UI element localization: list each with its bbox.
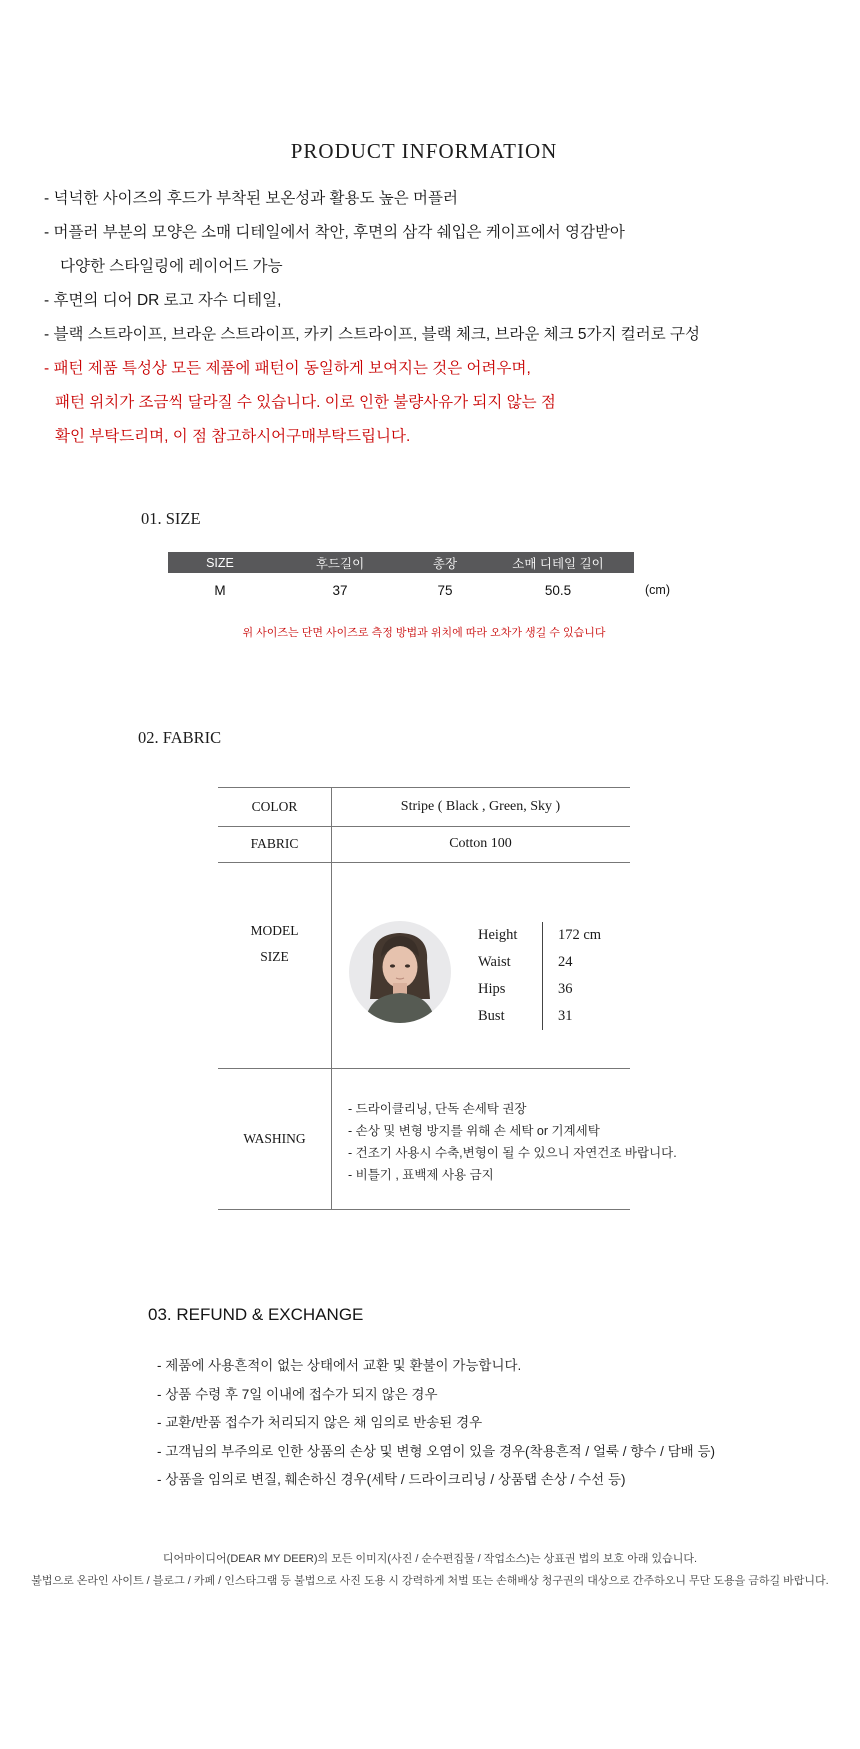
fabric-table: [218, 787, 677, 1210]
fabric-row-value: Cotton 100: [449, 836, 512, 851]
size-note: 위 사이즈는 단면 사이즈로 측정 방법과 위치에 따라 오차가 생길 수 있습니다: [242, 627, 606, 639]
size-table-header-row: [168, 552, 634, 573]
size-section-heading: 01. SIZE: [141, 509, 201, 528]
footer-line-2: 불법으로 온라인 사이트 / 블로그 / 카페 / 인스타그램 등 불법으로 사진 도용 시 강력하게 처벌 또는 손해배상 청구권의 대상으로 간주하오니 무단 도용을 금하길 바랍니다.: [31, 1575, 829, 1587]
description-line: - 후면의 디어 DR 로고 자수 디테일,: [44, 292, 282, 309]
description-line: - 넉넉한 사이즈의 후드가 부착된 보온성과 활용도 높은 머플러: [44, 190, 458, 207]
model-portrait-illustration: [349, 921, 451, 1023]
description-line-warning: 패턴 위치가 조금씩 달라질 수 있습니다. 이로 인한 불량사유가 되지 않는 점: [55, 394, 556, 411]
measurement-row: [478, 1003, 601, 1030]
model-portrait-photo: [349, 921, 451, 1023]
washing-item: - 드라이클리닝, 단독 손세탁 권장: [348, 1102, 527, 1116]
size-header-cell: SIZE: [206, 555, 234, 570]
measurement-row: [478, 922, 601, 949]
refund-policy-item: - 교환/반품 접수가 처리되지 않은 채 임의로 반송된 경우: [157, 1415, 483, 1430]
measurement-label: Hips: [478, 981, 506, 997]
refund-policy-item: - 고객님의 부주의로 인한 상품의 손상 및 변형 오염이 있을 경우(착용흔적 / 얼룩 / 향수 / 담배 등): [157, 1443, 715, 1459]
measurement-label: Height: [478, 927, 518, 943]
measurement-value: 24: [542, 949, 573, 976]
size-value-cell: M: [214, 582, 226, 598]
copyright-footer: [0, 1548, 860, 1592]
fabric-section-heading: 02. FABRIC: [138, 728, 222, 747]
size-unit-label: (cm): [645, 583, 670, 597]
page-title: PRODUCT INFORMATION: [290, 139, 558, 163]
size-table: [168, 552, 634, 607]
refund-policy-item: - 제품에 사용흔적이 없는 상태에서 교환 및 환불이 가능합니다.: [157, 1358, 522, 1373]
measurement-value: 172 cm: [542, 922, 601, 949]
color-row-value: Stripe ( Black , Green, Sky ): [400, 799, 561, 814]
size-header-cell: 총장: [432, 556, 458, 571]
color-row-label: COLOR: [251, 799, 298, 814]
size-header-cell: 후드길이: [315, 556, 365, 571]
size-value-cell: 75: [437, 582, 453, 598]
description-line-warning: - 패턴 제품 특성상 모든 제품에 패턴이 동일하게 보여지는 것은 어려우며,: [44, 360, 531, 377]
product-description: [44, 182, 700, 454]
measurement-value: 36: [542, 976, 573, 1003]
refund-policy-list: [157, 1352, 715, 1495]
size-value-cell: 37: [332, 582, 348, 598]
size-header-cell: 소매 디테일 길이: [512, 556, 604, 571]
measurement-label: Waist: [478, 954, 511, 970]
model-measurements: [478, 922, 601, 1030]
model-size-label: [218, 918, 331, 970]
measurement-row: [478, 949, 601, 976]
description-line: 다양한 스타일링에 레이어드 가능: [60, 258, 283, 275]
description-line-warning: 확인 부탁드리며, 이 점 참고하시어구매부탁드립니다.: [55, 428, 411, 445]
model-size-label-line: SIZE: [260, 949, 289, 964]
footer-line-1: 디어마이디어(DEAR MY DEER)의 모든 이미지(사진 / 순수편집물 / 작업소스)는 상표권 법의 보호 아래 있습니다.: [162, 1553, 698, 1565]
washing-row-label: WASHING: [243, 1131, 306, 1146]
description-line: - 머플러 부분의 모양은 소매 디테일에서 착안, 후면의 삼각 쉐입은 케이프에서 영감받아: [44, 224, 625, 241]
washing-item: - 손상 및 변형 방지를 위해 손 세탁 or 기계세탁: [348, 1124, 600, 1138]
washing-instructions: [348, 1098, 677, 1186]
refund-policy-item: - 상품 수령 후 7일 이내에 접수가 되지 않은 경우: [157, 1386, 438, 1402]
fabric-row-label: FABRIC: [250, 836, 299, 851]
refund-section-heading: 03. REFUND & EXCHANGE: [148, 1305, 364, 1324]
measurement-row: [478, 976, 601, 1003]
table-divider: [218, 862, 630, 863]
model-size-label-line: MODEL: [250, 923, 299, 938]
refund-policy-item: - 상품을 임의로 변질, 훼손하신 경우(세탁 / 드라이크리닝 / 상품탭 손상 / 수선 등): [157, 1472, 626, 1487]
size-table-row: [168, 573, 634, 607]
washing-item: - 건조기 사용시 수축,변형이 될 수 있으니 자연건조 바랍니다.: [348, 1146, 677, 1160]
measurement-label: Bust: [478, 1008, 505, 1024]
description-line: - 블랙 스트라이프, 브라운 스트라이프, 카키 스트라이프, 블랙 체크, 브라운 체크 5가지 컬러로 구성: [44, 326, 700, 343]
size-value-cell: 50.5: [544, 582, 572, 598]
measurement-value: 31: [542, 1003, 573, 1030]
washing-item: - 비틀기 , 표백제 사용 금지: [348, 1168, 494, 1182]
